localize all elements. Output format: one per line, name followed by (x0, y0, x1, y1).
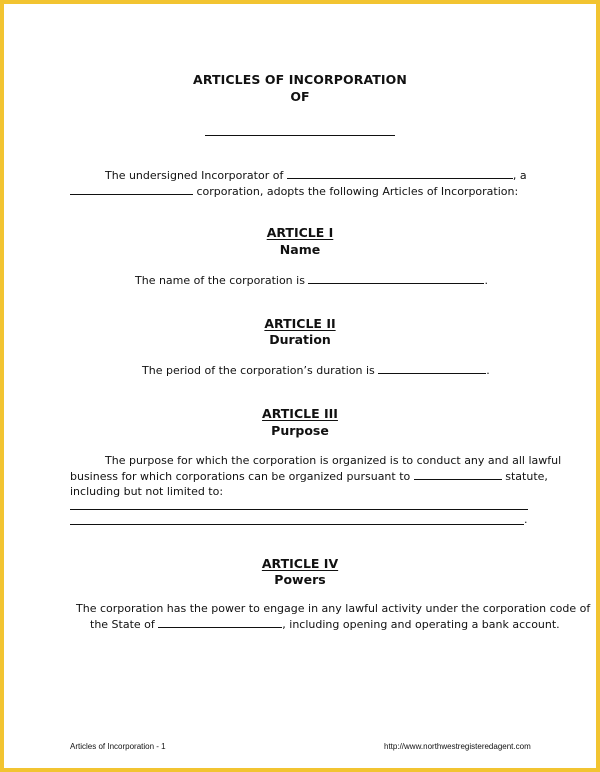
footer-page-label: Articles of Incorporation - 1 (70, 742, 166, 751)
document-title: ARTICLES OF INCORPORATION (193, 72, 407, 87)
article-3-line-1: The purpose for which the corporation is organized is to conduct any and all lawful (105, 454, 562, 467)
state-blank[interactable] (70, 183, 193, 195)
article-3-heading: ARTICLE III (262, 406, 338, 421)
document-title-of: OF (290, 89, 310, 104)
article-2-heading: ARTICLE II (264, 316, 336, 331)
article-4-line-2a: the State of (90, 618, 155, 631)
article-3-line-3: including but not limited to: (70, 485, 224, 498)
corporation-name-field[interactable] (308, 272, 484, 284)
article-3-line-2b: statute, (505, 470, 548, 483)
article-3-period: . (524, 513, 528, 526)
article-3-line-2a: business for which corporations can be organized pursuant to (70, 470, 411, 483)
article-2-label: The period of the corporation’s duration is (142, 364, 375, 377)
state-of-field[interactable] (158, 616, 282, 628)
document-page (4, 4, 596, 768)
duration-field[interactable] (378, 362, 486, 374)
intro-text-3: corporation, adopts the following Articles of Incorporation: (196, 185, 519, 198)
article-3-line-2 (70, 468, 548, 485)
article-1-period: . (484, 274, 488, 287)
intro-line-1 (105, 167, 527, 184)
intro-text-1: The undersigned Incorporator of (105, 169, 284, 182)
statute-field[interactable] (414, 468, 502, 480)
article-1-subheading: Name (279, 242, 321, 257)
article-4-heading: ARTICLE IV (261, 556, 339, 571)
purpose-line-1[interactable] (70, 509, 528, 510)
article-1-label: The name of the corporation is (135, 274, 305, 287)
incorporator-name-blank[interactable] (287, 167, 513, 179)
footer-url[interactable]: http://www.northwestregisteredagent.com (384, 742, 531, 751)
intro-line-2 (70, 183, 518, 200)
article-3-subheading: Purpose (271, 423, 329, 438)
article-1-text (135, 272, 488, 289)
purpose-line-2[interactable] (70, 524, 524, 525)
article-2-text (142, 362, 490, 379)
article-1-heading: ARTICLE I (266, 225, 334, 240)
corporation-name-blank[interactable] (205, 135, 395, 136)
article-4-line-2b: , including opening and operating a bank account. (282, 618, 560, 631)
article-4-line-1: The corporation has the power to engage in any lawful activity under the corporation code of (76, 602, 591, 615)
article-2-period: . (486, 364, 490, 377)
article-4-subheading: Powers (274, 572, 326, 587)
article-2-subheading: Duration (269, 332, 331, 347)
intro-text-2: , a (512, 169, 527, 182)
article-4-line-2 (90, 616, 560, 633)
